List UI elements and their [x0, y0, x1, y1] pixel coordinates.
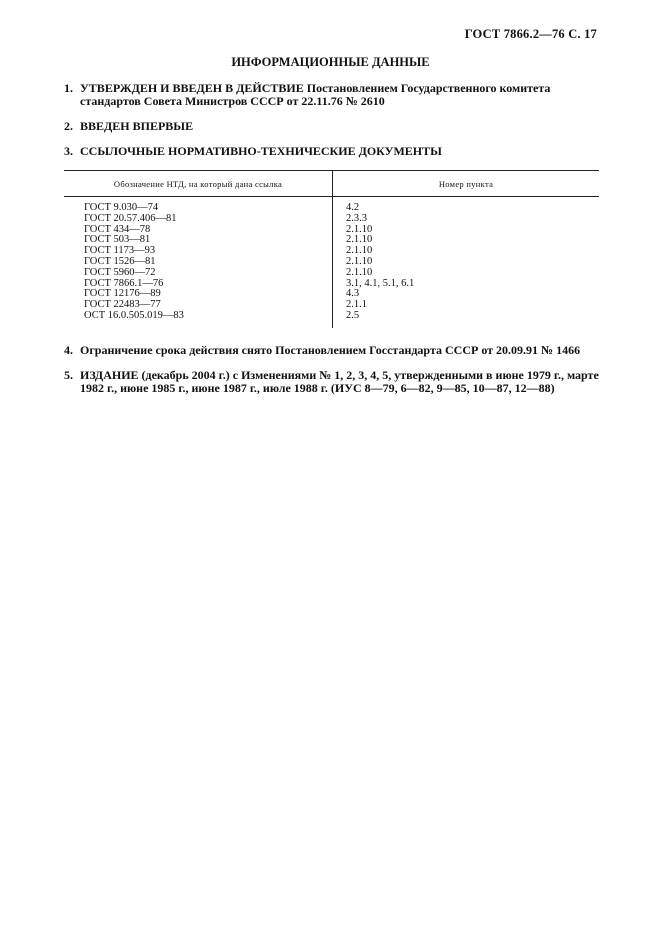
info-item-4 — [64, 344, 606, 357]
table-cell-clause: 3.1, 4.1, 5.1, 6.1 — [346, 277, 415, 289]
item-text: Ограничение срока действия снято Постановлением Госстандарта СССР от 20.09.91 № 1466 — [80, 343, 581, 357]
clause-column — [333, 197, 600, 328]
item-number: 2. — [64, 119, 73, 133]
section-title: ИНФОРМАЦИОННЫЕ ДАННЫЕ — [231, 55, 430, 69]
document-code-header: ГОСТ 7866.2—76 С. 17 — [464, 27, 597, 41]
info-item-5 — [64, 369, 606, 395]
item-number: 1. — [64, 81, 73, 95]
table-cell-clause: 2.1.10 — [346, 234, 373, 246]
table-cell-clause: 2.1.10 — [346, 223, 373, 235]
table-cell-clause: 2.1.10 — [346, 255, 373, 267]
info-item-3 — [64, 145, 606, 158]
table-cell-document: ГОСТ 434—78 — [84, 223, 151, 235]
table-cell-document: ОСТ 16.0.505.019—83 — [84, 309, 184, 321]
table-cell-clause: 2.1.1 — [346, 299, 367, 311]
table-cell-clause: 4.3 — [346, 288, 360, 300]
item-lead: ИЗДАНИЕ — [80, 368, 139, 382]
table-cell-document: ГОСТ 5960—72 — [84, 266, 156, 278]
info-item-1 — [64, 82, 606, 108]
table-cell-document: ГОСТ 9.030—74 — [84, 202, 159, 213]
table-cell-document: ГОСТ 12176—89 — [84, 288, 161, 300]
table-cell-document: ГОСТ 7866.1—76 — [84, 277, 164, 289]
info-item-2 — [64, 120, 606, 133]
table-cell-clause: 2.3.3 — [346, 212, 367, 224]
table-header-document: Обозначение НТД, на который дана ссылка — [64, 171, 333, 197]
item-number: 4. — [64, 343, 73, 357]
table-cell-document: ГОСТ 22483—77 — [84, 299, 161, 311]
item-lead: УТВЕРЖДЕН И ВВЕДЕН В ДЕЙСТВИЕ — [80, 81, 304, 95]
item-number: 3. — [64, 144, 73, 158]
item-text: (декабрь 2004 г.) с Изменениями № 1, 2, 3, 4, 5, утвержденными в июне 1979 г., марте 1982 г., июне 1985 г., июне 1987 г., июле 1988 г. (ИУС 8—79, 6—82, 9—85, 10—87, 12—88) — [80, 368, 599, 395]
table-cell-clause: 2.1.10 — [346, 245, 373, 257]
table-cell-document: ГОСТ 1526—81 — [84, 255, 156, 267]
table-cell-document: ГОСТ 503—81 — [84, 234, 151, 246]
item-text: Постановлением Государственного комитета стандартов Совета Министров СССР от 22.11.76 № 2610 — [80, 81, 551, 108]
document-column — [64, 197, 333, 328]
item-lead: ССЫЛОЧНЫЕ НОРМАТИВНО-ТЕХНИЧЕСКИЕ ДОКУМЕНТЫ — [80, 144, 442, 158]
table-cell-clause: 4.2 — [346, 202, 360, 213]
item-number: 5. — [64, 368, 73, 382]
table-cell-clause: 2.5 — [346, 309, 360, 321]
references-table — [64, 170, 599, 328]
table-cell-clause: 2.1.10 — [346, 266, 373, 278]
table-cell-document: ГОСТ 1173—93 — [84, 245, 156, 257]
table-header-clause: Номер пункта — [333, 171, 600, 197]
item-lead: ВВЕДЕН ВПЕРВЫЕ — [80, 119, 194, 133]
table-cell-document: ГОСТ 20.57.406—81 — [84, 212, 177, 224]
